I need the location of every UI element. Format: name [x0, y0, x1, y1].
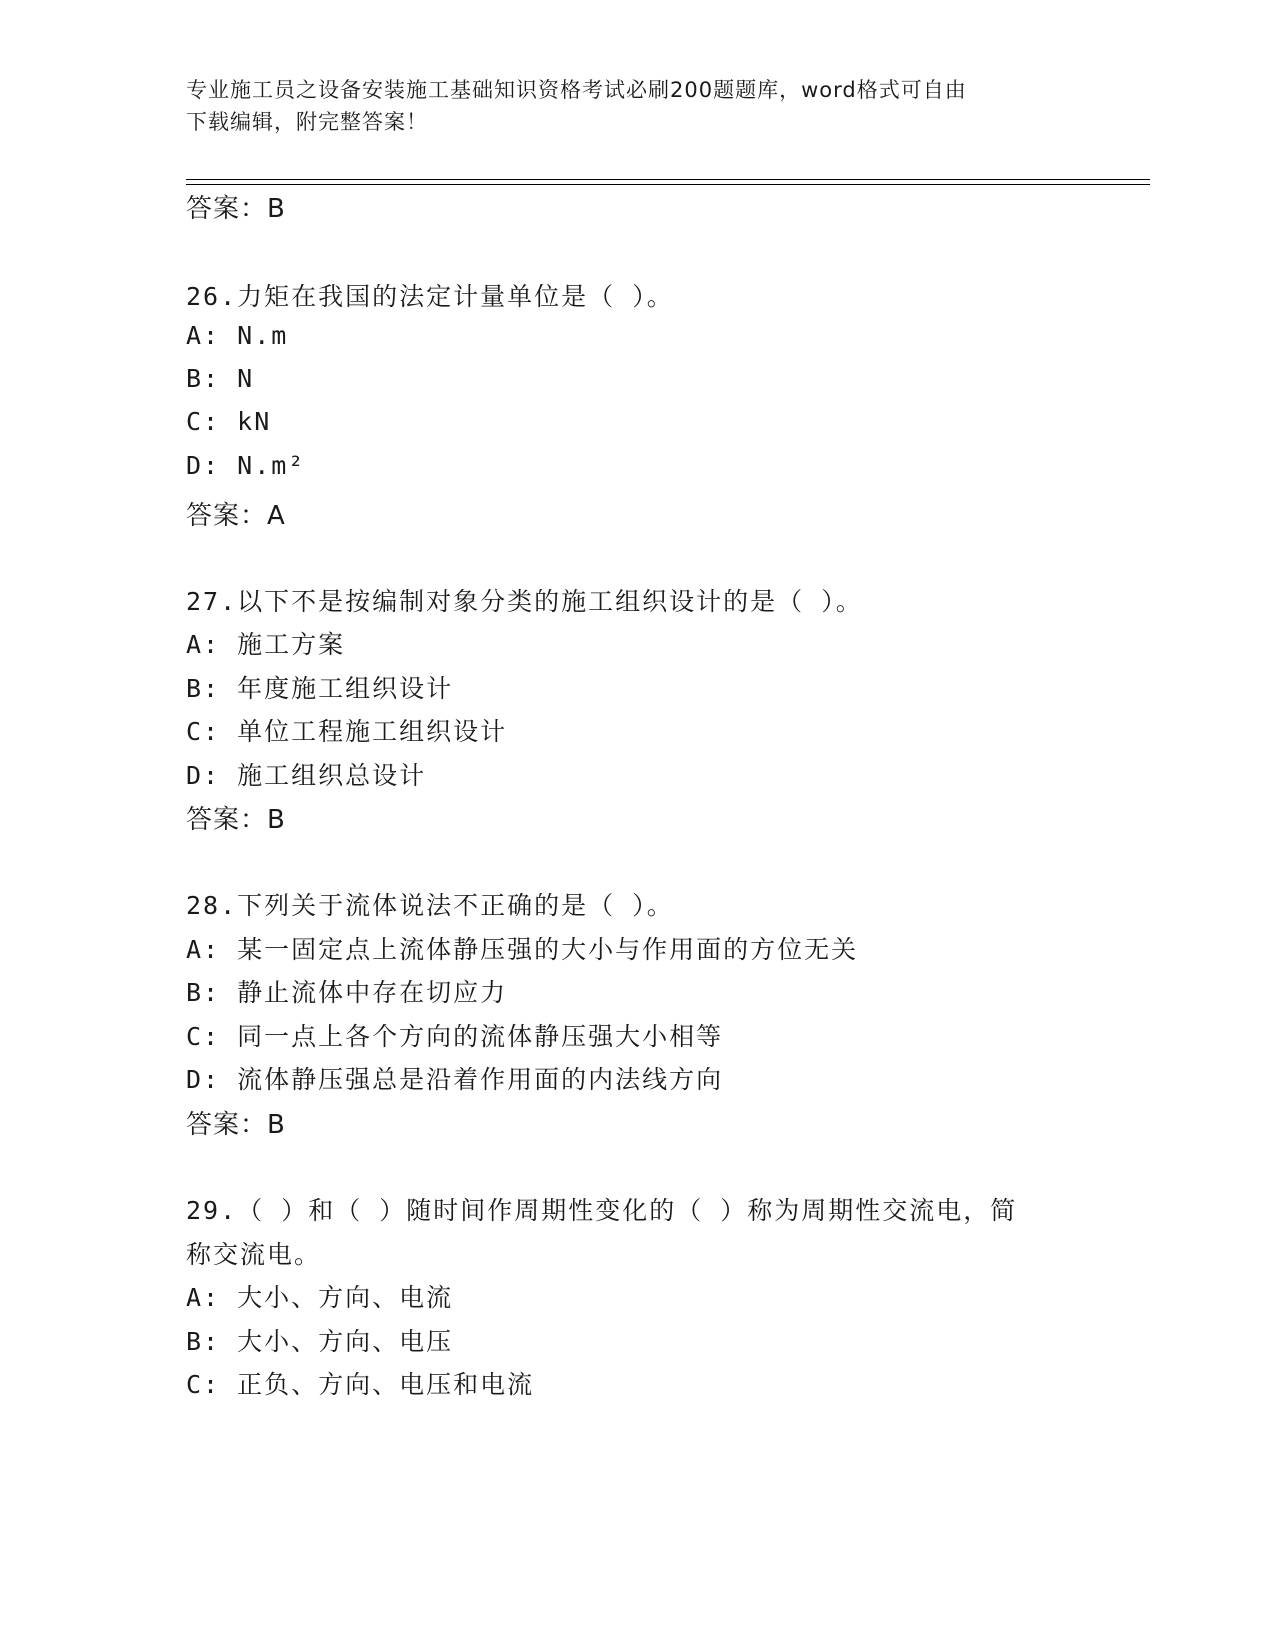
question-28-option-d: D: 流体静压强总是沿着作用面的内法线方向 [186, 1065, 724, 1094]
question-28-stem: 28.下列关于流体说法不正确的是（ ）。 [186, 891, 674, 920]
question-29-stem-line-2: 称交流电。 [186, 1240, 322, 1269]
question-26-option-c: C: kN [186, 407, 272, 436]
question-27-option-d: D: 施工组织总设计 [186, 761, 427, 790]
question-28-option-b: B: 静止流体中存在切应力 [186, 978, 508, 1007]
question-29-option-c: C: 正负、方向、电压和电流 [186, 1370, 535, 1399]
question-26-option-d: D: N.m² [186, 451, 306, 480]
question-29-option-a: A: 大小、方向、电流 [186, 1283, 454, 1312]
question-27-answer: 答案：B [186, 805, 286, 835]
question-28-option-c: C: 同一点上各个方向的流体静压强大小相等 [186, 1022, 724, 1051]
question-29-option-b: B: 大小、方向、电压 [186, 1327, 454, 1356]
question-28-answer: 答案：B [186, 1110, 286, 1140]
question-27-option-c: C: 单位工程施工组织设计 [186, 717, 508, 746]
question-27-option-b: B: 年度施工组织设计 [186, 674, 454, 703]
question-26-option-a: A: N.m [186, 321, 289, 350]
question-29-stem-line-1: 29.（ ）和（ ）随时间作周期性变化的（ ）称为周期性交流电，简 [186, 1196, 1018, 1225]
previous-answer: 答案：B [186, 194, 286, 224]
question-28-option-a: A: 某一固定点上流体静压强的大小与作用面的方位无关 [186, 935, 859, 964]
header-divider-bottom [186, 184, 1150, 185]
question-27-option-a: A: 施工方案 [186, 630, 346, 659]
document-header [186, 74, 1066, 138]
header-line-1: 专业施工员之设备安装施工基础知识资格考试必刷200题题库，word格式可自由 [186, 78, 967, 102]
header-line-2: 下载编辑，附完整答案！ [186, 110, 428, 134]
question-27-stem: 27.以下不是按编制对象分类的施工组织设计的是（ ）。 [186, 587, 863, 616]
question-26-option-b: B: N [186, 364, 255, 393]
question-26-stem: 26.力矩在我国的法定计量单位是（ ）。 [186, 282, 674, 311]
header-divider-top [186, 179, 1150, 180]
question-26-answer: 答案：A [186, 501, 286, 531]
